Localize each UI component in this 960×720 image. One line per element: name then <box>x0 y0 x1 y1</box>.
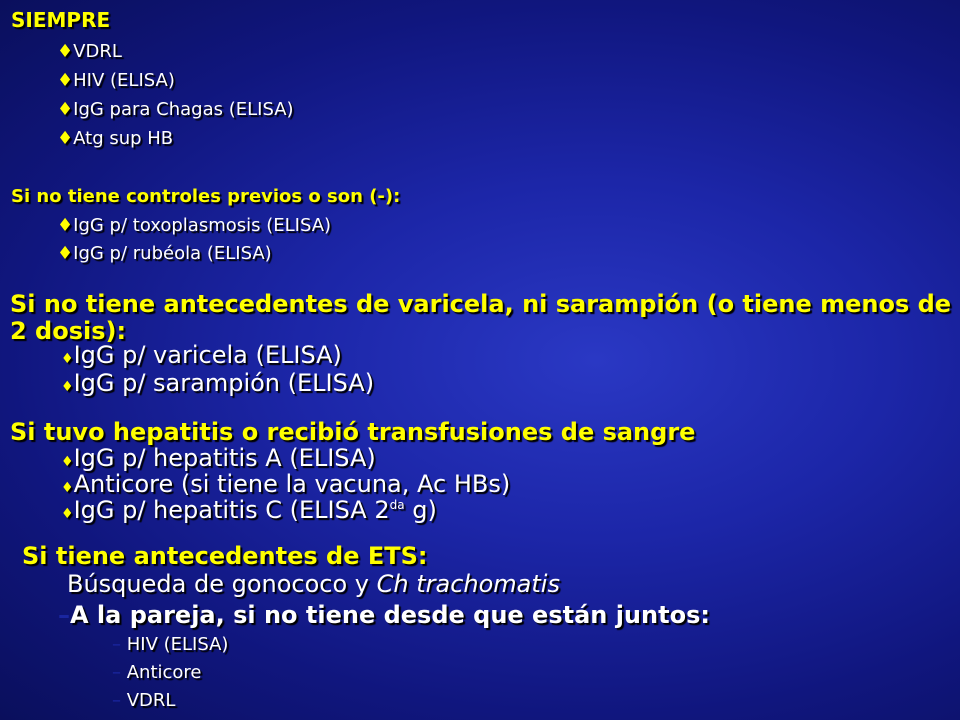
diamond-bullet-icon: ♦ <box>61 506 74 522</box>
list-item: ♦HIV (ELISA) <box>57 70 175 91</box>
partner-heading: –A la pareja, si no tiene desde que están juntos: <box>58 601 710 629</box>
diamond-bullet-icon: ♦ <box>61 379 74 395</box>
diamond-bullet-icon: ♦ <box>57 128 74 149</box>
section-ets-heading: Si tiene antecedentes de ETS: <box>22 542 428 570</box>
list-item: ♦IgG p/ toxoplasmosis (ELISA) <box>57 215 332 236</box>
diamond-bullet-icon: ♦ <box>61 480 74 496</box>
section-varicela-heading-line1: Si no tiene antecedentes de varicela, ni sarampión (o tiene menos de <box>10 290 952 318</box>
section-hepatitis-heading: Si tuvo hepatitis o recibió transfusiones de sangre <box>10 418 696 446</box>
diamond-bullet-icon: ♦ <box>57 70 74 91</box>
diamond-bullet-icon: ♦ <box>57 243 74 264</box>
list-item: – HIV (ELISA) <box>112 634 229 655</box>
list-item: ♦VDRL <box>57 41 122 62</box>
section-controles-heading: Si no tiene controles previos o son (-): <box>11 186 401 207</box>
list-item: ♦Atg sup HB <box>57 128 174 149</box>
section-siempre-heading: SIEMPRE <box>11 8 111 32</box>
diamond-bullet-icon: ♦ <box>61 351 74 367</box>
list-item: – VDRL <box>112 690 176 711</box>
list-item: ♦IgG p/ hepatitis C (ELISA $2^{da}$ g) <box>61 496 437 524</box>
section-varicela-heading-line2: 2 dosis): <box>10 317 127 345</box>
list-item: ♦IgG p/ hepatitis A (ELISA) <box>61 444 376 472</box>
list-item: ♦IgG p/ rubéola (ELISA) <box>57 243 272 264</box>
diamond-bullet-icon: ♦ <box>61 454 74 470</box>
list-item: ♦IgG p/ sarampión (ELISA) <box>61 369 375 397</box>
list-item: ♦Anticore (si tiene la vacuna, Ac HBs) <box>61 470 511 498</box>
diamond-bullet-icon: ♦ <box>57 99 74 120</box>
ets-search-text: Búsqueda de gonococo y Ch trachomatis <box>67 570 560 598</box>
list-item: ♦IgG p/ varicela (ELISA) <box>61 341 342 369</box>
list-item: ♦IgG para Chagas (ELISA) <box>57 99 294 120</box>
diamond-bullet-icon: ♦ <box>57 215 74 236</box>
diamond-bullet-icon: ♦ <box>57 41 74 62</box>
list-item: – Anticore <box>112 662 202 683</box>
